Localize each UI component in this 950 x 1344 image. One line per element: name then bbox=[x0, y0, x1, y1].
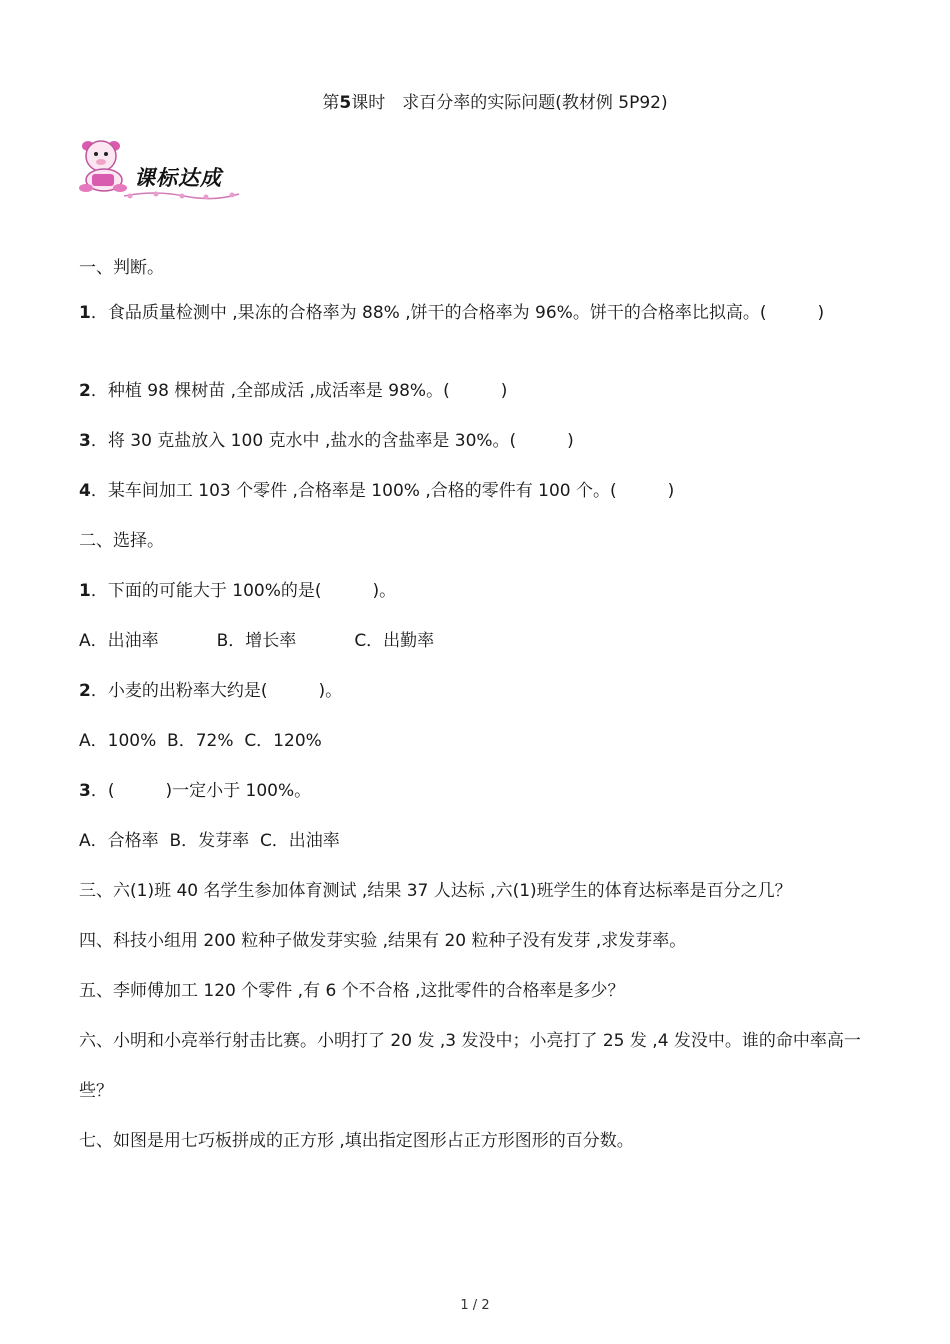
section-1-heading: 一、判断。 bbox=[79, 258, 164, 278]
judge-question-4: 4．某车间加工 103 个零件 ,合格率是 100% ,合格的零件有 100 个。( ) bbox=[79, 481, 675, 501]
judge-question-1: 1．食品质量检测中 ,果冻的合格率为 88% ,饼干的合格率为 96%。饼干的合格率比拟高。( ) bbox=[79, 303, 825, 323]
page-number: 1 / 2 bbox=[460, 1298, 490, 1313]
choice-options-2 bbox=[79, 726, 322, 751]
option-c: C．出油率 bbox=[259, 831, 340, 851]
section-3-question: 三、六(1)班 40 名学生参加体育测试 ,结果 37 人达标 ,六(1)班学生的体育达标率是百分之几？ bbox=[79, 881, 792, 901]
judge-question-3: 3．将 30 克盐放入 100 克水中 ,盐水的含盐率是 30%。( ) bbox=[79, 431, 574, 451]
option-b: B．增长率 bbox=[216, 631, 297, 651]
option-b: B．72% bbox=[167, 731, 234, 751]
option-c: C．120% bbox=[244, 731, 322, 751]
section-6-question: 六、小明和小亮举行射击比赛。小明打了 20 发 ,3 发没中；小亮打了 25 发 ,4 发没中。谁的命中率高一些？ bbox=[79, 1031, 861, 1101]
option-a: A．合格率 bbox=[79, 831, 159, 851]
choice-options-3 bbox=[79, 826, 340, 851]
page-title: 第5课时 求百分率的实际问题(教材例 5P92) bbox=[322, 93, 668, 113]
section-4-question: 四、科技小组用 200 粒种子做发芽实验 ,结果有 20 粒种子没有发芽 ,求发芽率。 bbox=[79, 931, 687, 951]
lesson-number: 5 bbox=[339, 93, 352, 113]
option-a: A．出油率 bbox=[79, 631, 159, 651]
section-7-question: 七、如图是用七巧板拼成的正方形 ,填出指定图形占正方形图形的百分数。 bbox=[79, 1131, 634, 1151]
option-a: A．100% bbox=[79, 731, 157, 751]
choice-question-3: 3．( )一定小于 100%。 bbox=[79, 781, 312, 801]
option-c: C．出勤率 bbox=[354, 631, 435, 651]
choice-question-2: 2．小麦的出粉率大约是( )。 bbox=[79, 681, 343, 701]
section-2-heading: 二、选择。 bbox=[79, 531, 164, 551]
section-5-question: 五、李师傅加工 120 个零件 ,有 6 个不合格 ,这批零件的合格率是多少？ bbox=[79, 981, 625, 1001]
option-b: B．发芽率 bbox=[169, 831, 250, 851]
badge-label: 课标达成 bbox=[134, 165, 222, 190]
choice-question-1: 1．下面的可能大于 100%的是( )。 bbox=[79, 581, 397, 601]
section-badge bbox=[74, 134, 244, 208]
judge-question-2: 2．种植 98 棵树苗 ,全部成活 ,成活率是 98%。( ) bbox=[79, 381, 508, 401]
choice-options-1 bbox=[79, 626, 434, 651]
